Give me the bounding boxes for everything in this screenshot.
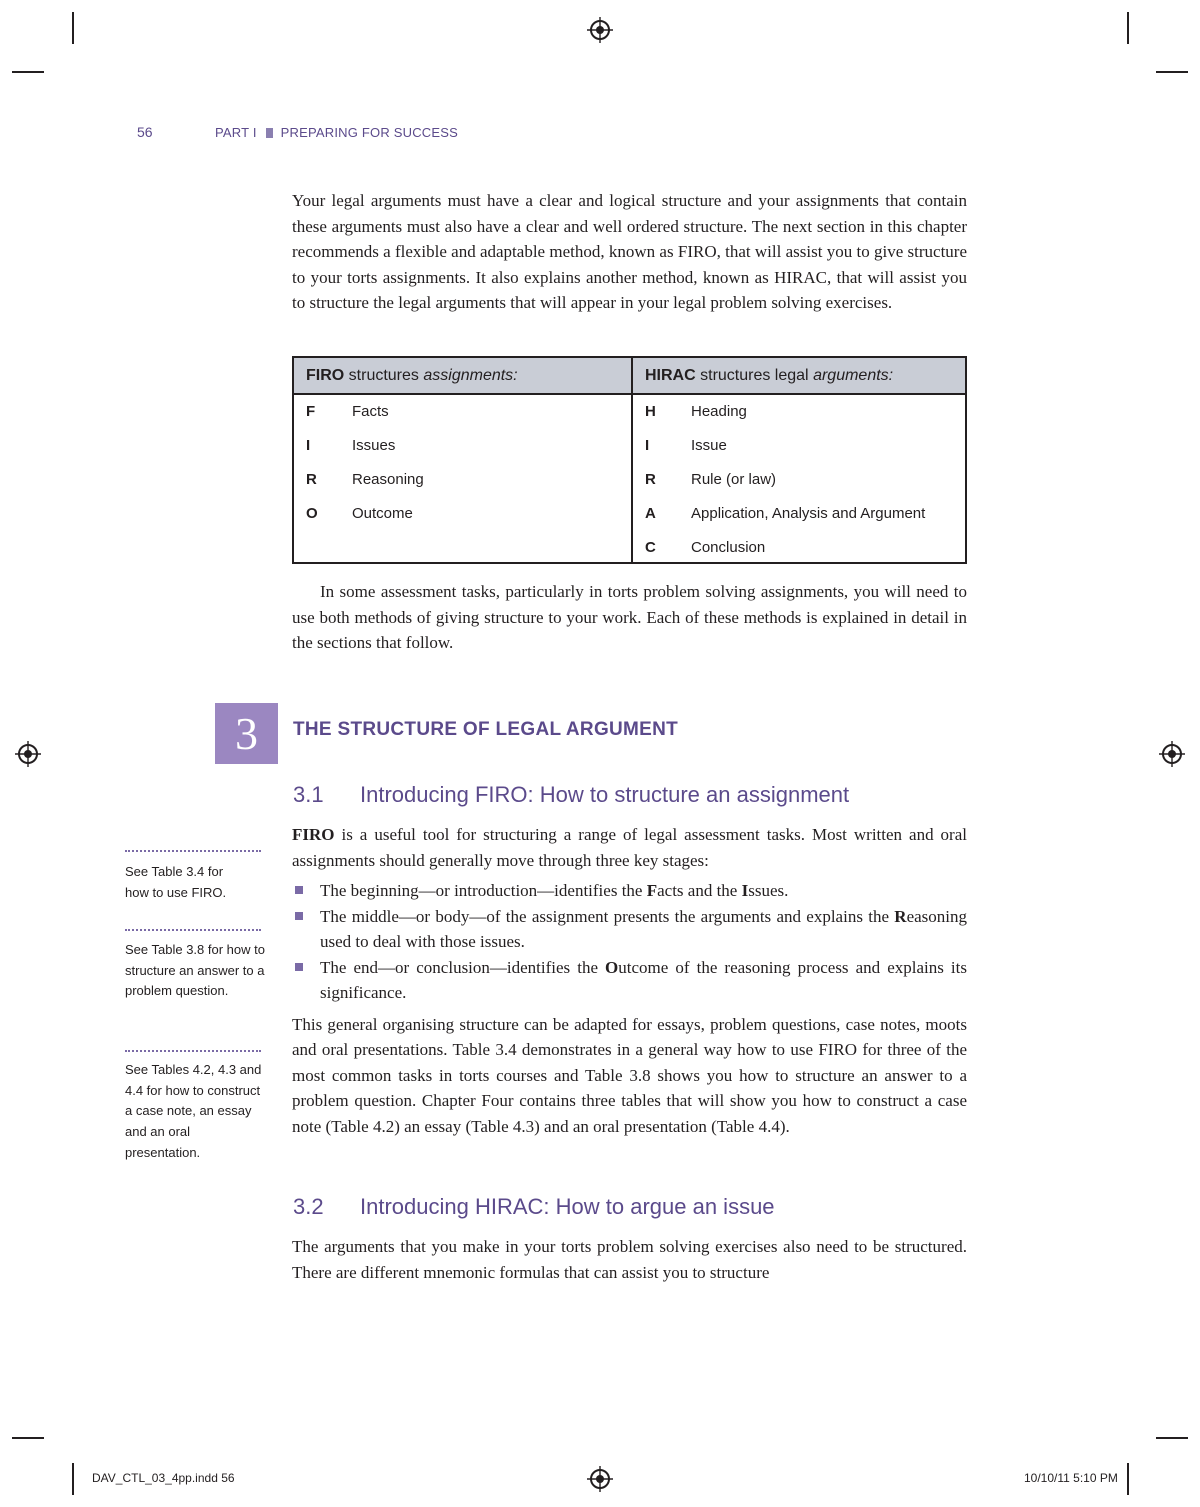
crop-mark-top-left xyxy=(72,12,74,44)
running-head xyxy=(215,125,458,140)
firo-row: F Facts xyxy=(306,403,389,420)
firo-column xyxy=(294,358,631,562)
firo-header: FIRO structures assignments: xyxy=(294,358,631,395)
firo-row: R Reasoning xyxy=(306,471,424,488)
after-table-paragraph: In some assessment tasks, particularly in torts problem solving assignments, you will need to use both methods of giving structure to your work. Each of these methods is explained in detail in the sections that follow. xyxy=(292,582,967,652)
crop-mark-top-right-h xyxy=(1156,71,1188,73)
bullet-square-icon xyxy=(295,963,303,971)
hirac-column xyxy=(631,358,965,562)
margin-note: See Table 3.8 for how to structure an answer to a problem question. xyxy=(125,942,265,999)
subsection-heading-3-1: 3.1 Introducing FIRO: How to structure an assignment xyxy=(293,782,850,807)
margin-note-divider xyxy=(125,1050,261,1052)
section-number-box: 3 xyxy=(215,703,278,764)
bullet-square-icon xyxy=(295,886,303,894)
running-head-section: PREPARING FOR SUCCESS xyxy=(280,125,458,140)
intro-paragraph: Your legal arguments must have a clear and logical structure and your assignments that contain these arguments must also have a clear and well ordered structure. The next section in this chapter recommends a flexible and adaptable method, known as FIRO, that will assist you to give structure to your torts assignments. It also explains another method, known as HIRAC, that will assist you to structure the legal arguments that will appear in your legal problem solving exercises. xyxy=(292,191,967,312)
separator-square-icon xyxy=(266,128,273,138)
firo-row: I Issues xyxy=(306,437,396,454)
hirac-row: C Conclusion xyxy=(645,539,766,556)
subsection-3-1-body xyxy=(292,822,967,1139)
list-item: The end—or conclusion—identifies the Outcome of the reasoning process and explains its significance. xyxy=(292,955,967,1006)
margin-note-divider xyxy=(125,850,261,852)
section-title: THE STRUCTURE OF LEGAL ARGUMENT xyxy=(293,719,679,740)
crop-mark-bottom-left xyxy=(72,1463,74,1495)
registration-mark-icon xyxy=(1159,741,1185,767)
firo-closing-paragraph: This general organising structure can be adapted for essays, problem questions, case notes, moots and oral presentations. Table 3.4 demonstrates in a general way how to use FIRO for three of the most common tasks in torts courses and Table 3.8 shows you how to structure an answer to a problem question. Chapter Four contains three tables that will show you how to construct a case note (Table 4.2) an essay (Table 4.3) and an oral presentation (Table 4.4). xyxy=(292,1014,967,1136)
registration-mark-icon xyxy=(587,17,613,43)
registration-mark-icon xyxy=(15,741,41,767)
firo-stage-list xyxy=(292,878,967,1006)
list-item: The middle—or body—of the assignment presents the arguments and explains the Reasoning used to deal with those issues. xyxy=(292,904,967,955)
subsection-heading-3-2: 3.2 Introducing HIRAC: How to argue an issue xyxy=(293,1194,775,1219)
hirac-header: HIRAC structures legal arguments: xyxy=(633,358,965,395)
hirac-row: H Heading xyxy=(645,403,747,420)
subsection-3-2-body: The arguments that you make in your torts problem solving exercises also need to be structured. There are different mnemonic formulas that can assist you to structure xyxy=(292,1237,967,1282)
crop-mark-top-left-h xyxy=(12,71,44,73)
running-head-part: PART I xyxy=(215,125,257,140)
hirac-row: I Issue xyxy=(645,437,727,454)
crop-mark-bottom-right xyxy=(1127,1463,1129,1495)
crop-mark-top-right xyxy=(1127,12,1129,44)
registration-mark-icon xyxy=(587,1466,613,1492)
hirac-row: A Application, Analysis and Argument xyxy=(645,505,926,522)
hirac-row: R Rule (or law) xyxy=(645,471,777,488)
firo-lead-paragraph: FIRO is a useful tool for structuring a range of legal assessment tasks. Most written and oral assignments should generally move through three key stages: xyxy=(292,825,967,870)
margin-note: See Tables 4.2, 4.3 and 4.4 for how to construct a case note, an essay and an oral presentation. xyxy=(125,1062,262,1160)
slug-file-name: DAV_CTL_03_4pp.indd 56 xyxy=(92,1471,235,1485)
slug-date: 10/10/11 5:10 PM xyxy=(1024,1471,1118,1485)
list-item: The beginning—or introduction—identifies the Facts and the Issues. xyxy=(292,878,967,904)
firo-hirac-table xyxy=(292,356,967,564)
bullet-square-icon xyxy=(295,912,303,920)
firo-row: O Outcome xyxy=(306,505,413,522)
margin-note-divider xyxy=(125,929,261,931)
margin-note: See Table 3.4 for how to use FIRO. xyxy=(125,864,227,900)
crop-mark-bottom-left-h xyxy=(12,1437,44,1439)
page-number: 56 xyxy=(137,124,153,140)
crop-mark-bottom-right-h xyxy=(1156,1437,1188,1439)
